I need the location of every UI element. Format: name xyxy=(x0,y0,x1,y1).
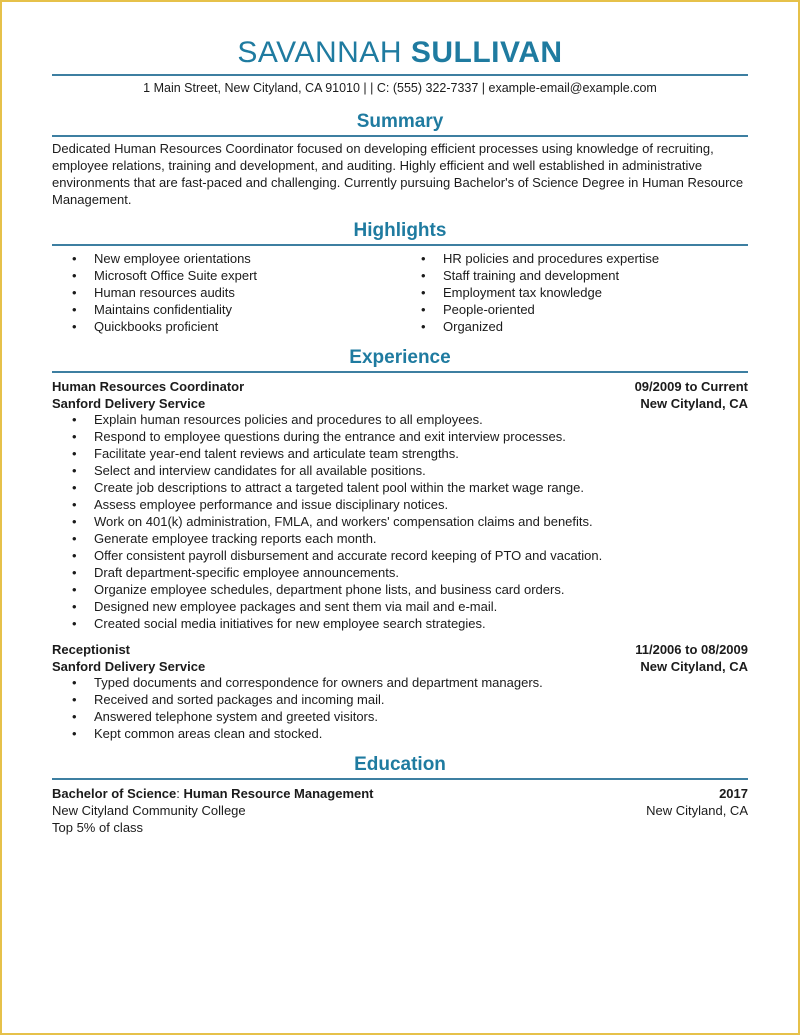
list-item: • Generate employee tracking reports each month. xyxy=(52,530,602,547)
list-item: • Created social media initiatives for new employee search strategies. xyxy=(52,615,602,632)
list-item: • Facilitate year-end talent reviews and articulate team strengths. xyxy=(52,445,602,462)
list-item: • Answered telephone system and greeted visitors. xyxy=(52,708,543,725)
highlights-divider xyxy=(52,244,748,246)
list-item: • Select and interview candidates for all available positions. xyxy=(52,462,602,479)
job-duties-list xyxy=(52,674,543,742)
experience-divider xyxy=(52,371,748,373)
header-divider xyxy=(52,74,748,76)
summary-heading: Summary xyxy=(356,111,444,132)
education-divider xyxy=(52,778,748,780)
list-item: • Work on 401(k) administration, FMLA, and workers' compensation claims and benefits. xyxy=(52,513,602,530)
job-dates: 09/2009 to Current xyxy=(634,379,748,394)
list-item: • Microsoft Office Suite expert xyxy=(52,267,257,284)
list-item: • Designed new employee packages and sent them via mail and e-mail. xyxy=(52,598,602,615)
degree: Bachelor of Science xyxy=(52,786,177,801)
first-name: SAVANNAH xyxy=(237,36,402,69)
list-item: • Kept common areas clean and stocked. xyxy=(52,725,543,742)
list-item: • Assess employee performance and issue disciplinary notices. xyxy=(52,496,602,513)
list-item: • Create job descriptions to attract a targeted talent pool within the market wage range. xyxy=(52,479,602,496)
highlights-heading: Highlights xyxy=(353,220,447,241)
job-duties-list xyxy=(52,411,602,632)
list-item: • Quickbooks proficient xyxy=(52,318,257,335)
graduation-year: 2017 xyxy=(719,786,748,801)
highlights-left-list xyxy=(52,250,257,335)
degree-line: Bachelor of Science: Human Resource Management xyxy=(52,786,374,801)
list-item: • People-oriented xyxy=(401,301,659,318)
job-location: New Cityland, CA xyxy=(640,396,748,411)
candidate-name xyxy=(52,36,748,70)
major: Human Resource Management xyxy=(183,786,374,801)
job-company: Sanford Delivery Service xyxy=(52,659,206,674)
list-item: • New employee orientations xyxy=(52,250,257,267)
school-name: New Cityland Community College xyxy=(52,803,246,818)
job-dates: 11/2006 to 08/2009 xyxy=(635,642,748,657)
list-item: • Received and sorted packages and incoming mail. xyxy=(52,691,543,708)
list-item: • Respond to employee questions during the entrance and exit interview processes. xyxy=(52,428,602,445)
education-note: Top 5% of class xyxy=(52,820,144,835)
job-title: Receptionist xyxy=(52,642,131,657)
list-item: • Employment tax knowledge xyxy=(401,284,659,301)
list-item: • Offer consistent payroll disbursement and accurate record keeping of PTO and vacation. xyxy=(52,547,602,564)
list-item: • Typed documents and correspondence for owners and department managers. xyxy=(52,674,543,691)
list-item: • Staff training and development xyxy=(401,267,659,284)
highlights-right-list xyxy=(401,250,659,335)
job-location: New Cityland, CA xyxy=(640,659,748,674)
contact-line: 1 Main Street, New Cityland, CA 91010 | | C: (555) 322-7337 | example-email@example.com xyxy=(143,81,657,95)
list-item: • Explain human resources policies and procedures to all employees. xyxy=(52,411,602,428)
school-location: New Cityland, CA xyxy=(646,803,748,818)
job-company: Sanford Delivery Service xyxy=(52,396,206,411)
list-item: • Human resources audits xyxy=(52,284,257,301)
summary-divider xyxy=(52,135,748,137)
list-item: • HR policies and procedures expertise xyxy=(401,250,659,267)
experience-heading: Experience xyxy=(349,347,451,368)
list-item: • Organized xyxy=(401,318,659,335)
list-item: • Maintains confidentiality xyxy=(52,301,257,318)
education-heading: Education xyxy=(354,754,446,775)
job-title: Human Resources Coordinator xyxy=(52,379,245,394)
summary-text: Dedicated Human Resources Coordinator focused on developing efficient processes using knowledge of recruiting, employee relations, training and development, and auditing. Highly efficient and well established in administrative environments that are fast-paced and challenging. Currently pursuing Bachelor's of Science Degree in Human Resource Management. xyxy=(52,141,744,207)
list-item: • Organize employee schedules, department phone lists, and business card orders. xyxy=(52,581,602,598)
list-item: • Draft department-specific employee announcements. xyxy=(52,564,602,581)
last-name: SULLIVAN xyxy=(410,36,563,69)
